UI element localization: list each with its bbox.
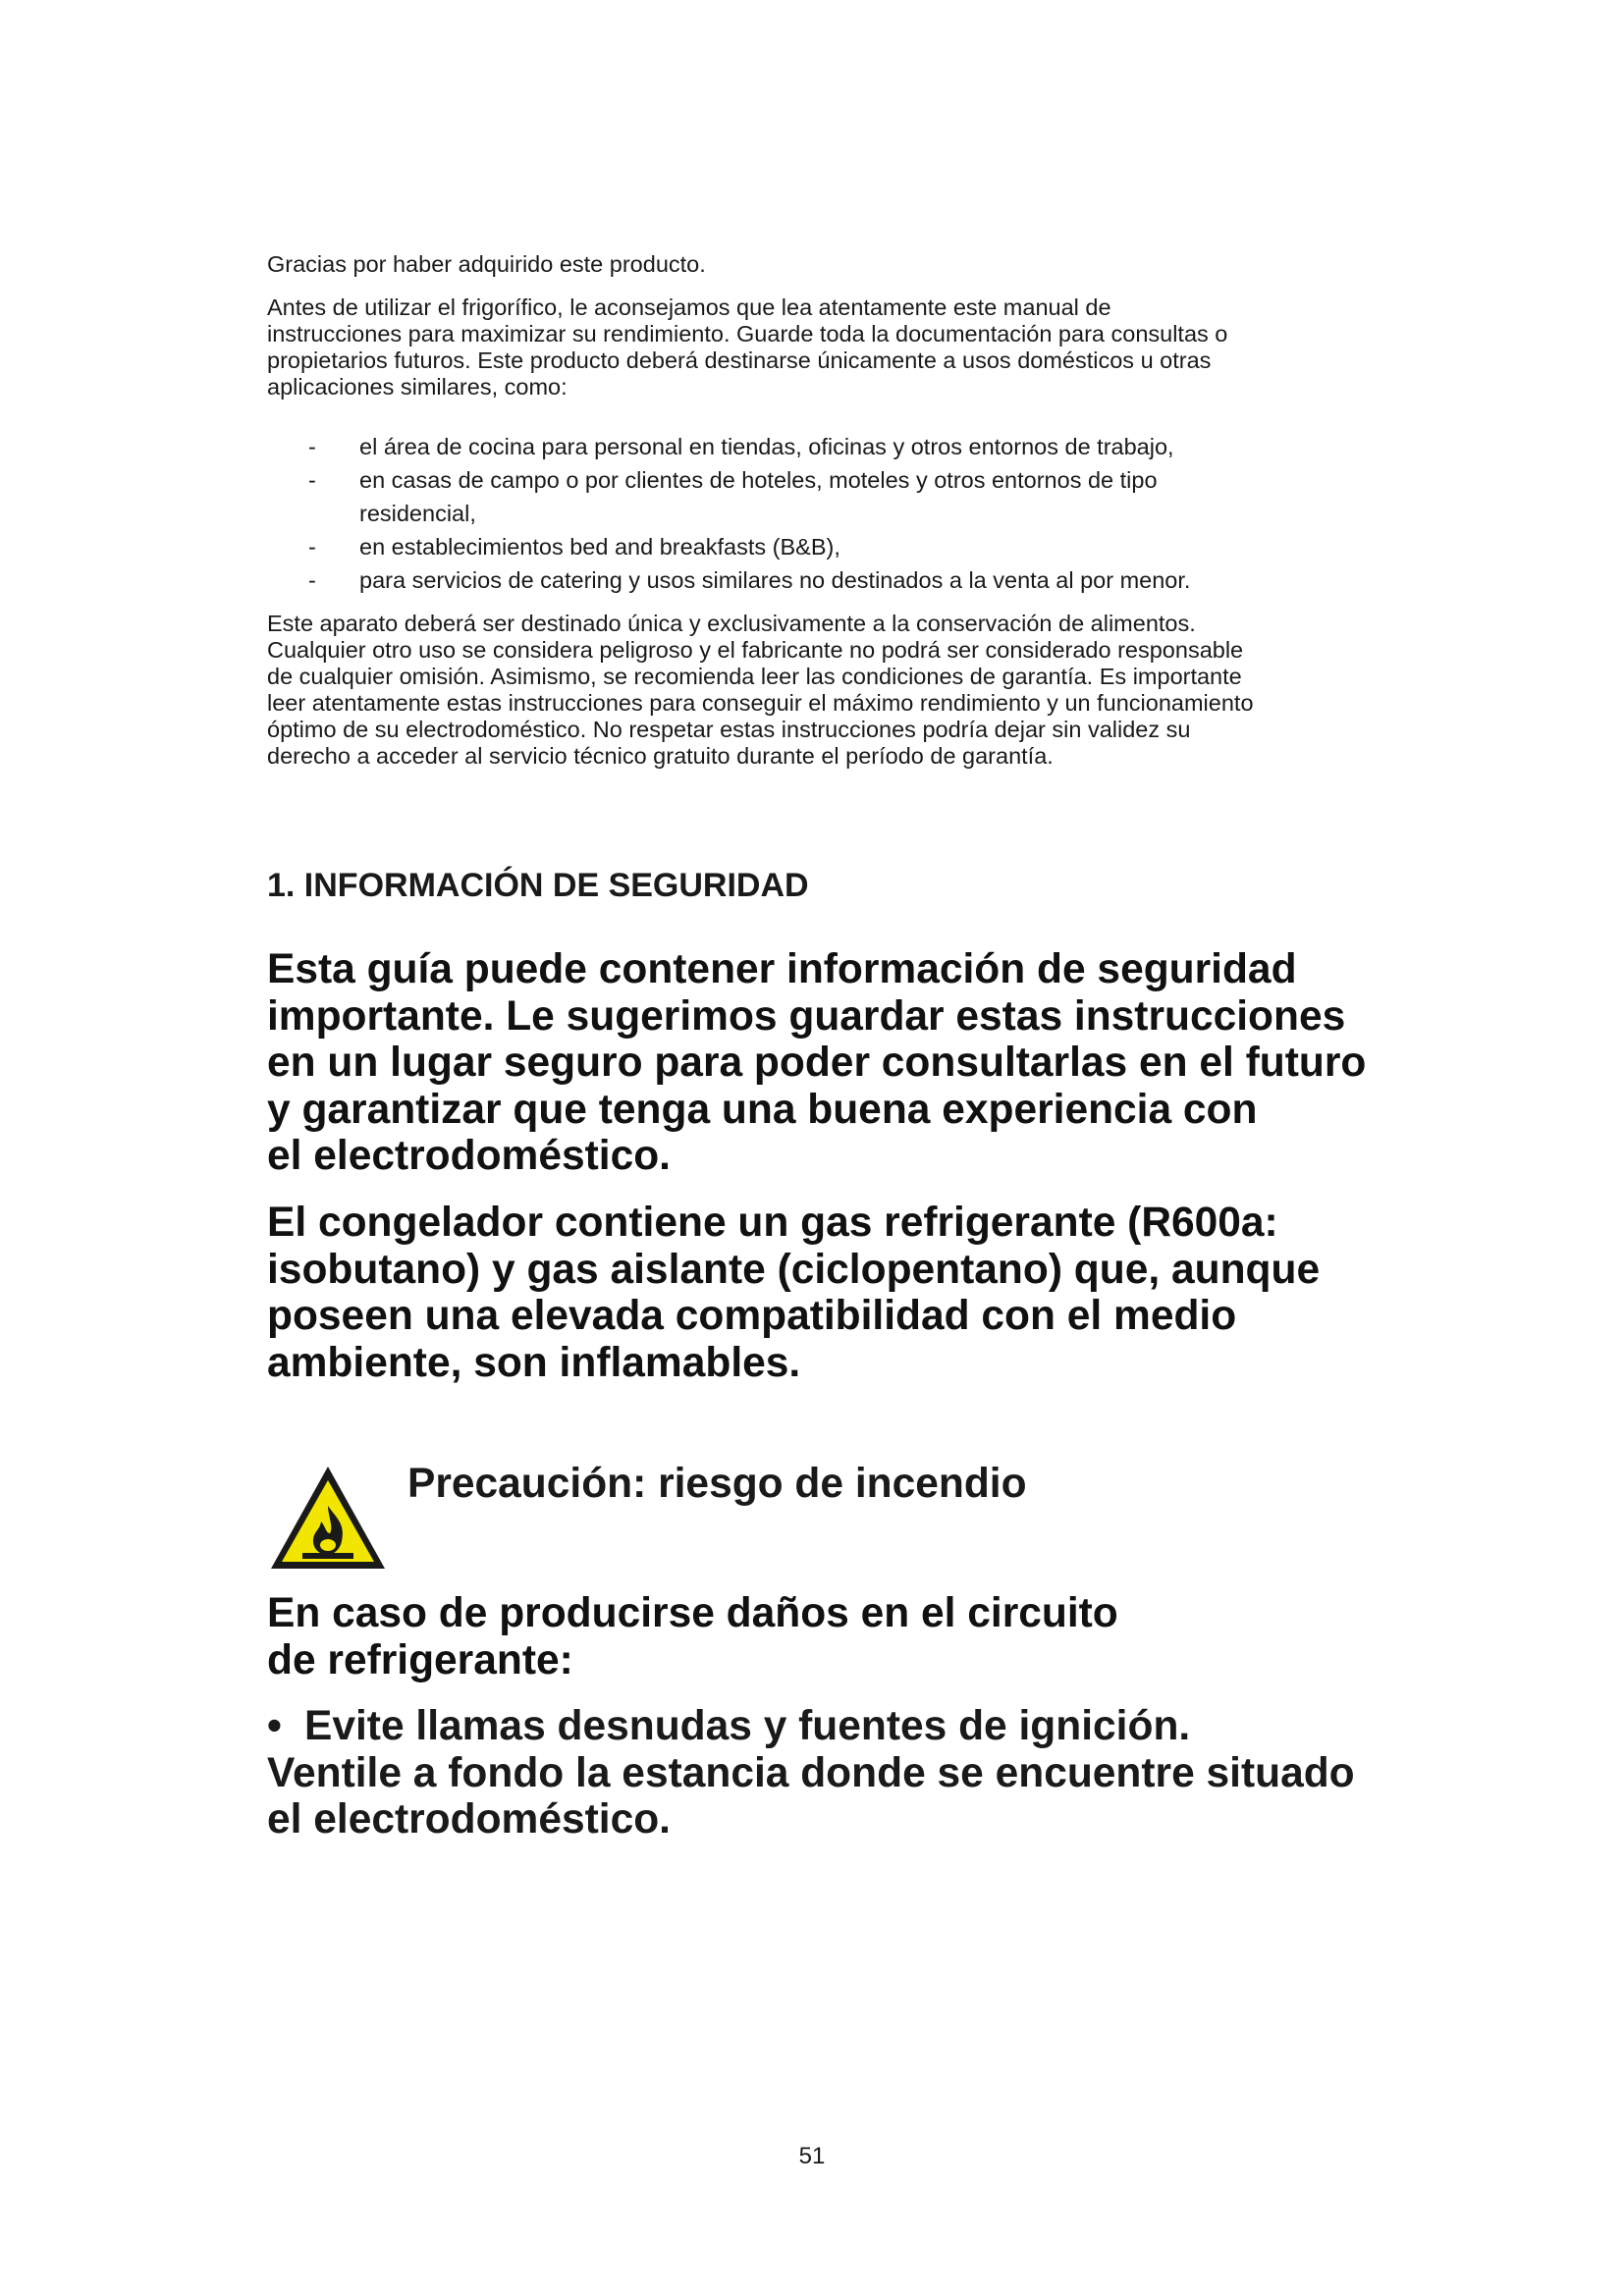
list-item [308, 497, 1349, 530]
intro-line: Antes de utilizar el frigorífico, le aconsejamos que lea atentamente este manual de [267, 294, 1111, 320]
closing-paragraph [267, 611, 1386, 770]
intro-paragraph [267, 294, 1377, 400]
list-item [308, 463, 1349, 497]
bullet-icon: • [267, 1703, 282, 1749]
bullet-line: Ventile a fondo la estancia donde se encuentre situado [267, 1749, 1355, 1796]
intro-line: propietarios futuros. Este producto deberá destinarse únicamente a usos domésticos u otras [267, 347, 1212, 373]
closing-line: óptimo de su electrodoméstico. No respetar estas instrucciones podría dejar sin validez su [267, 717, 1191, 742]
intro-line: instrucciones para maximizar su rendimiento. Guarde toda la documentación para consultas o [267, 321, 1228, 347]
freezer-gas-notice [267, 1200, 1386, 1386]
uses-list [308, 430, 1349, 597]
list-item [308, 563, 1349, 597]
bullet-line: Evite llamas desnudas y fuentes de ignición. [304, 1703, 1191, 1749]
heading-line: En caso de producirse daños en el circuito [267, 1590, 1118, 1636]
list-item-text: residencial, [359, 501, 476, 526]
closing-line: de cualquier omisión. Asimismo, se recomienda leer las condiciones de garantía. Es importante [267, 664, 1242, 689]
bullet-line: el electrodoméstico. [267, 1796, 671, 1842]
list-item [308, 530, 1349, 563]
notice-line: poseen una elevada compatibilidad con el medio [267, 1293, 1237, 1339]
section-title: 1. INFORMACIÓN DE SEGURIDAD [267, 867, 809, 904]
notice-line: y garantizar que tenga una buena experiencia con [267, 1086, 1258, 1133]
page-number: 51 [798, 2143, 826, 2169]
dash-marker: - [308, 567, 316, 593]
list-item-text: para servicios de catering y usos similares no destinados a la venta al por menor. [359, 567, 1191, 593]
dash-marker: - [308, 467, 316, 493]
bullet-instruction [267, 1703, 1386, 1843]
notice-line: ambiente, son inflamables. [267, 1339, 801, 1386]
notice-line: Esta guía puede contener información de seguridad [267, 946, 1297, 992]
warning-title: Precaución: riesgo de incendio [407, 1461, 1027, 1507]
heading-line: de refrigerante: [267, 1636, 573, 1683]
list-item-text: en establecimientos bed and breakfasts (B&B), [359, 534, 840, 560]
list-item-text: en casas de campo o por clientes de hoteles, moteles y otros entornos de tipo [359, 467, 1158, 493]
dash-marker: - [308, 534, 316, 560]
notice-line: importante. Le sugerimos guardar estas instrucciones [267, 992, 1346, 1040]
notice-line: en un lugar seguro para poder consultarlas en el futuro [267, 1040, 1367, 1086]
closing-line: Cualquier otro uso se considera peligroso y el fabricante no podrá ser considerado responsable [267, 637, 1244, 663]
list-item-text: el área de cocina para personal en tiendas, oficinas y otros entornos de trabajo, [359, 434, 1174, 459]
closing-line: Este aparato deberá ser destinado única y exclusivamente a la conservación de alimentos. [267, 611, 1196, 636]
damage-case-heading [267, 1590, 1386, 1683]
notice-line: El congelador contiene un gas refrigerante (R600a: [267, 1200, 1278, 1246]
dash-marker: - [308, 434, 316, 459]
closing-text [267, 611, 1386, 770]
notice-line: isobutano) y gas aislante (ciclopentano) que, aunque [267, 1246, 1321, 1293]
intro-line: aplicaciones similares, como: [267, 374, 568, 400]
intro-block [267, 251, 1377, 400]
notice-line: el electrodoméstico. [267, 1133, 671, 1179]
fire-hazard-warning-icon [267, 1463, 389, 1573]
thanks-line: Gracias por haber adquirido este producto. [267, 251, 706, 277]
safety-guide-notice [267, 946, 1386, 1180]
closing-line: leer atentamente estas instrucciones para conseguir el máximo rendimiento y un funcionamiento [267, 690, 1254, 716]
closing-line: derecho a acceder al servicio técnico gratuito durante el período de garantía. [267, 743, 1054, 769]
list-item [308, 430, 1349, 463]
